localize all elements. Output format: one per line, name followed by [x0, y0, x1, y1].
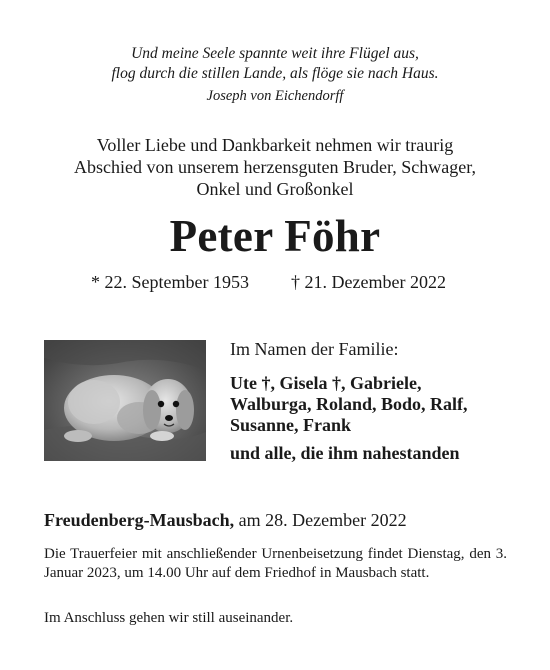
poem-line-2: flog durch die stillen Lande, als flöge sie nach Haus.: [111, 65, 439, 82]
death-date: † 21. Dezember 2022: [291, 272, 446, 292]
dog-photo-illustration: [44, 340, 206, 461]
place-name: Freudenberg-Mausbach,: [44, 510, 235, 530]
place-date-line: [44, 508, 407, 532]
dog-photo: [44, 340, 206, 461]
notice-date: am 28. Dezember 2022: [234, 510, 407, 530]
poem-line-1: Und meine Seele spannte weit ihre Flügel aus,: [131, 45, 419, 62]
intro-line-2: Abschied von unserem herzensguten Bruder, Schwager,: [74, 157, 476, 177]
family-names-line-1: Ute †, Gisela †, Gabriele,: [230, 373, 422, 393]
birth-date: * 22. September 1953: [91, 272, 249, 292]
family-names: [230, 373, 530, 436]
family-names-line-2: Walburga, Roland, Bodo, Ralf,: [230, 394, 468, 414]
family-section: [230, 337, 530, 464]
intro-line-3: Onkel und Großonkel: [196, 179, 354, 199]
deceased-name: Peter Föhr: [169, 211, 381, 261]
family-others: und alle, die ihm nahestanden: [230, 443, 460, 463]
ceremony-info: Die Trauerfeier mit anschließender Urnenbeisetzung findet Dienstag, den 3. Januar 2023, um 14.00 Uhr auf dem Friedhof in Mausbach statt.: [44, 546, 507, 581]
poem-quote: [0, 44, 550, 84]
intro-text: [0, 134, 550, 200]
intro-line-1: Voller Liebe und Dankbarkeit nehmen wir traurig: [96, 135, 454, 155]
family-names-line-3: Susanne, Frank: [230, 415, 352, 435]
family-intro: Im Namen der Familie:: [230, 339, 399, 359]
poem-author: Joseph von Eichendorff: [206, 88, 344, 104]
closing-text: Im Anschluss gehen wir still auseinander.: [44, 610, 294, 626]
